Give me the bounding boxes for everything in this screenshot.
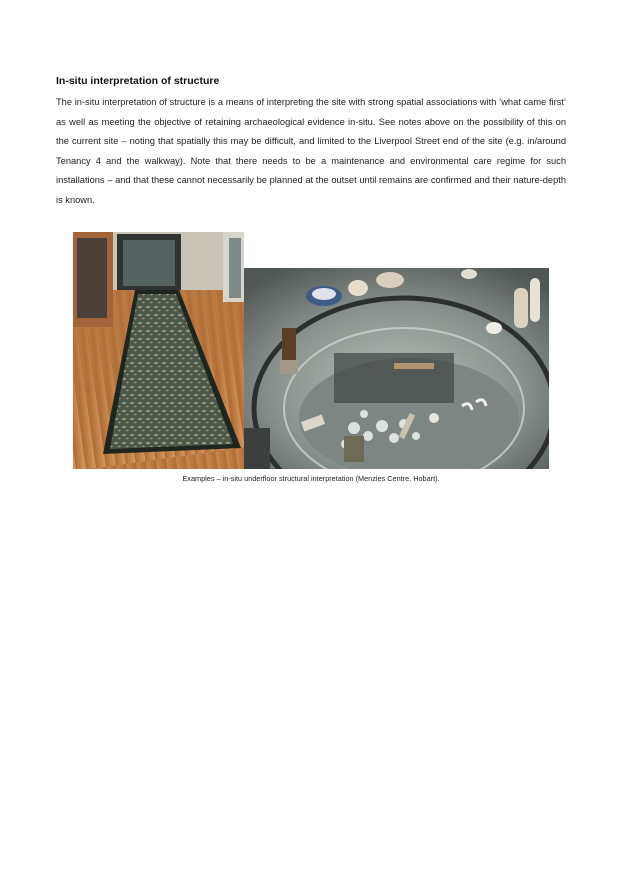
figure — [73, 232, 549, 469]
figure-caption: Examples – in-situ underfloor structural interpretation (Menzies Centre, Hobart). — [182, 474, 440, 483]
section-heading: In-situ interpretation of structure — [56, 75, 220, 87]
section-paragraph: The in-situ interpretation of structure is a means of interpreting the site with strong spatial associations with ‘what came first’ as well as meeting the objective of retaining archaeological evidence in-situ. See notes above on the possibility of this on the current site – noting that spatially this may be difficult, and limited to the Liverpool Street end of the site (e.g. in/around Tenancy 4 and the walkway). Note that there needs to be a maintenance and environmental care regime for such installations – and that these cannot necessarily be planned at the outset until remains are confirmed and their nature-depth is known. — [56, 97, 566, 205]
photo-display-case-artefacts — [244, 268, 549, 469]
photo-glass-floor-walkway — [73, 232, 244, 469]
